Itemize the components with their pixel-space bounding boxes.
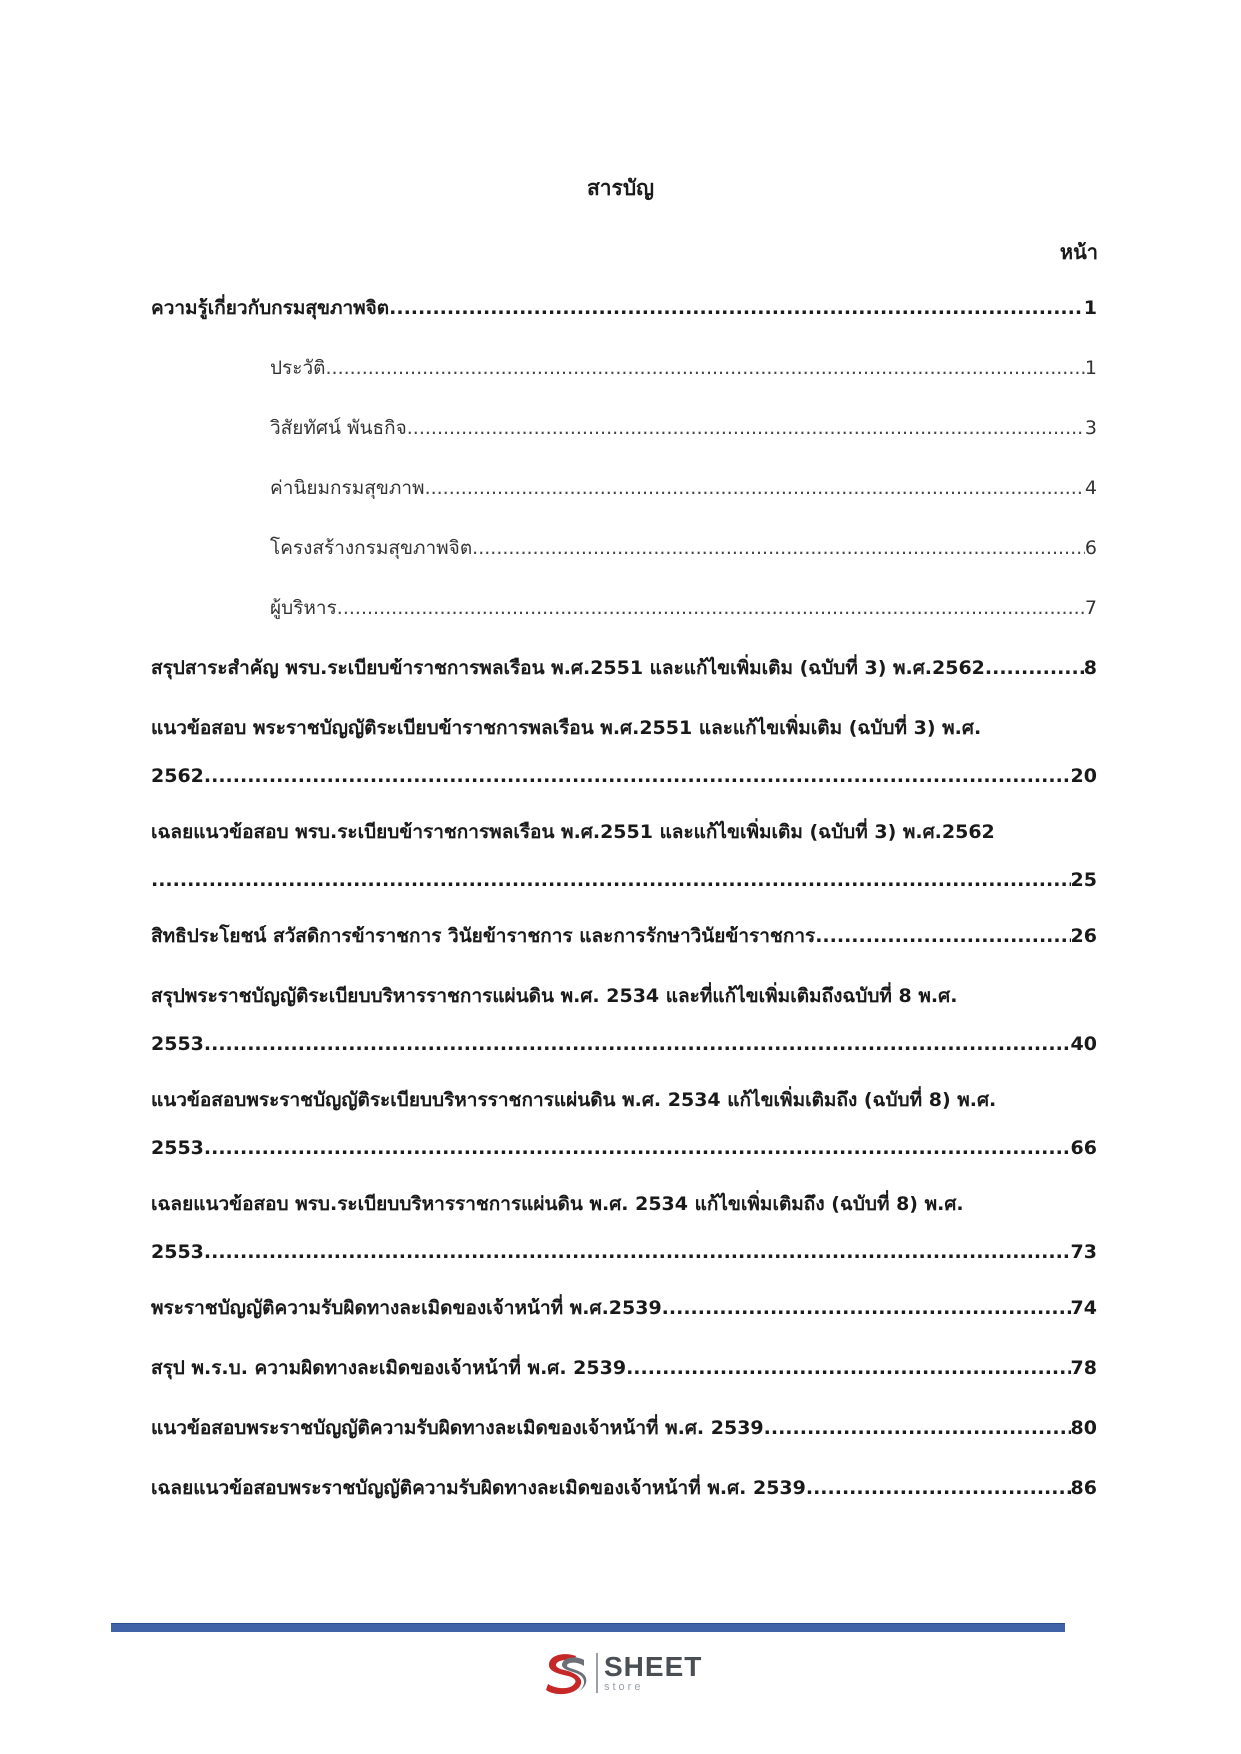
toc-entry-page: 20 bbox=[1070, 765, 1097, 787]
toc-entry-page: 86 bbox=[1070, 1477, 1097, 1499]
dot-leader bbox=[806, 1477, 1071, 1499]
toc-entry-page: 6 bbox=[1084, 537, 1097, 559]
toc-entry-page: 74 bbox=[1070, 1297, 1097, 1319]
toc-entry[interactable] bbox=[151, 1293, 1097, 1323]
toc-entry-title: พระราชบัญญัติความรับผิดทางละเมิดของเจ้าหน้าที่ พ.ศ.2539 bbox=[151, 1297, 662, 1319]
dot-leader bbox=[204, 1033, 1071, 1055]
toc-entry[interactable] bbox=[151, 653, 1097, 683]
toc-entry-title: โครงสร้างกรมสุขภาพจิต bbox=[270, 537, 473, 559]
toc-entry-page: 1 bbox=[1084, 357, 1097, 379]
toc-entry-title-line1: แนวข้อสอบ พระราชบัญญัติระเบียบข้าราชการพลเรือน พ.ศ.2551 และแก้ไขเพิ่มเติม (ฉบับที่ 3) พ.ศ. bbox=[151, 717, 982, 739]
dot-leader bbox=[626, 1357, 1070, 1379]
toc-entry-title: 2553 bbox=[151, 1033, 204, 1055]
dot-leader bbox=[662, 1297, 1071, 1319]
toc-entry-page: 1 bbox=[1083, 297, 1097, 319]
toc-entry[interactable] bbox=[151, 293, 1097, 323]
logo-text: SHEET bbox=[604, 1651, 703, 1682]
dot-leader bbox=[325, 357, 1084, 379]
toc-entry[interactable] bbox=[151, 981, 1097, 1063]
toc-entry-page: 78 bbox=[1070, 1357, 1097, 1379]
toc-entry[interactable] bbox=[151, 1473, 1097, 1503]
toc-subentry[interactable] bbox=[151, 353, 1097, 383]
dot-leader bbox=[204, 765, 1071, 787]
toc-entry-title: สิทธิประโยชน์ สวัสดิการข้าราชการ วินัยข้าราชการ และการรักษาวินัยข้าราชการ bbox=[151, 925, 816, 947]
sheet-s-logo-icon bbox=[540, 1650, 592, 1696]
toc-entry[interactable] bbox=[151, 713, 1097, 795]
toc-subentry[interactable] bbox=[151, 593, 1097, 623]
dot-leader bbox=[337, 597, 1085, 619]
toc-entry-page: 25 bbox=[1070, 869, 1097, 891]
dot-leader bbox=[425, 477, 1085, 499]
toc-entry-title: 2553 bbox=[151, 1137, 204, 1159]
toc-entry-title-line1: เฉลยแนวข้อสอบ พรบ.ระเบียบข้าราชการพลเรือน พ.ศ.2551 และแก้ไขเพิ่มเติม (ฉบับที่ 3) พ.ศ.2562 bbox=[151, 821, 995, 843]
logo-wordmark bbox=[604, 1653, 702, 1693]
dot-leader bbox=[204, 1241, 1071, 1263]
toc-entry[interactable] bbox=[151, 921, 1097, 951]
toc-entry-title: เฉลยแนวข้อสอบพระราชบัญญัติความรับผิดทางละเมิดของเจ้าหน้าที่ พ.ศ. 2539 bbox=[151, 1477, 806, 1499]
dot-leader bbox=[151, 869, 1071, 891]
sheet-store-logo bbox=[540, 1648, 702, 1698]
toc-entry-page: 80 bbox=[1070, 1417, 1097, 1439]
toc-entry[interactable] bbox=[151, 1085, 1097, 1167]
toc-entry-title: สรุปสาระสำคัญ พรบ.ระเบียบข้าราชการพลเรือน พ.ศ.2551 และแก้ไขเพิ่มเติม (ฉบับที่ 3) พ.ศ.2562 bbox=[151, 657, 985, 679]
toc-entry-page: 8 bbox=[1083, 657, 1097, 679]
toc-entry-page: 26 bbox=[1070, 925, 1097, 947]
toc-entry-title: วิสัยทัศน์ พันธกิจ bbox=[270, 417, 407, 439]
toc-entry-title: สรุป พ.ร.บ. ความผิดทางละเมิดของเจ้าหน้าที่ พ.ศ. 2539 bbox=[151, 1357, 627, 1379]
toc-entry-title: แนวข้อสอบพระราชบัญญัติความรับผิดทางละเมิดของเจ้าหน้าที่ พ.ศ. 2539 bbox=[151, 1417, 764, 1439]
toc-entry-title-line1: แนวข้อสอบพระราชบัญญัติระเบียบบริหารราชการแผ่นดิน พ.ศ. 2534 แก้ไขเพิ่มเติมถึง (ฉบับที่ 8) พ.ศ. bbox=[151, 1089, 997, 1111]
dot-leader bbox=[204, 1137, 1071, 1159]
toc-entry[interactable] bbox=[151, 817, 1097, 899]
toc-entry-page: 73 bbox=[1070, 1241, 1097, 1263]
toc-entry[interactable] bbox=[151, 1413, 1097, 1443]
logo-subtext: store bbox=[604, 1681, 644, 1693]
toc-entry[interactable] bbox=[151, 1189, 1097, 1271]
toc-entry-title: 2553 bbox=[151, 1241, 204, 1263]
toc-entry-page: 4 bbox=[1084, 477, 1097, 499]
toc-entry[interactable] bbox=[151, 1353, 1097, 1383]
dot-leader bbox=[815, 925, 1070, 947]
toc-subentry[interactable] bbox=[151, 533, 1097, 563]
toc-entry-title: ผู้บริหาร bbox=[270, 597, 337, 619]
dot-leader bbox=[407, 417, 1085, 439]
dot-leader bbox=[764, 1417, 1071, 1439]
toc-entry-page: 66 bbox=[1070, 1137, 1097, 1159]
toc-entry-page: 3 bbox=[1084, 417, 1097, 439]
toc-entry-page: 40 bbox=[1070, 1033, 1097, 1055]
toc-entry-title-line1: สรุปพระราชบัญญัติระเบียบบริหารราชการแผ่นดิน พ.ศ. 2534 และที่แก้ไขเพิ่มเติมถึงฉบับที่ 8 พ.ศ. bbox=[151, 985, 958, 1007]
toc-subentry[interactable] bbox=[151, 473, 1097, 503]
toc-entry-title-line1: เฉลยแนวข้อสอบ พรบ.ระเบียบบริหารราชการแผ่นดิน พ.ศ. 2534 แก้ไขเพิ่มเติมถึง (ฉบับที่ 8) พ.ศ. bbox=[151, 1193, 964, 1215]
toc-entry-title: 2562 bbox=[151, 765, 204, 787]
page-title: สารบัญ bbox=[586, 176, 655, 200]
toc-entry-title: ประวัติ bbox=[270, 357, 326, 379]
page-column-header: หน้า bbox=[1059, 240, 1098, 264]
logo-separator bbox=[596, 1653, 598, 1693]
toc-entry-title: ค่านิยมกรมสุขภาพ bbox=[270, 477, 425, 499]
dot-leader bbox=[985, 657, 1084, 679]
toc-entry-page: 7 bbox=[1084, 597, 1097, 619]
toc-subentry[interactable] bbox=[151, 413, 1097, 443]
footer-divider bbox=[111, 1623, 1065, 1632]
dot-leader bbox=[472, 537, 1085, 559]
dot-leader bbox=[389, 297, 1084, 319]
toc-entry-title: ความรู้เกี่ยวกับกรมสุขภาพจิต bbox=[151, 297, 390, 319]
